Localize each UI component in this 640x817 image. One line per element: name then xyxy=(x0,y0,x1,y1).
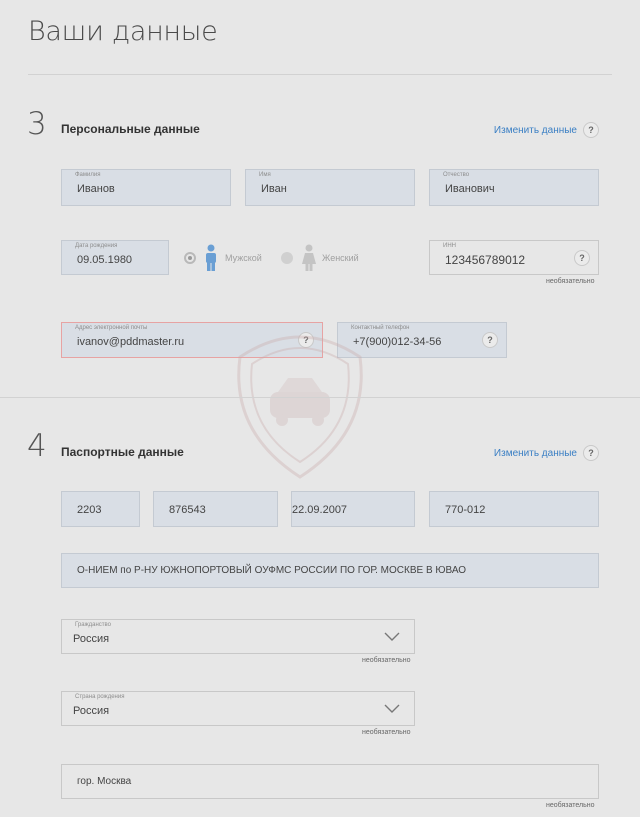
surname-field[interactable] xyxy=(61,169,231,206)
field-value: 876543 xyxy=(169,504,206,516)
name-field[interactable] xyxy=(245,169,415,206)
inn-field[interactable] xyxy=(429,240,599,275)
section-title: Паспортные данные xyxy=(61,445,184,459)
field-label: Имя xyxy=(259,172,271,178)
field-label: Дата рождения xyxy=(75,243,118,249)
male-person-icon xyxy=(203,244,219,272)
female-person-icon xyxy=(300,244,318,272)
passport-issue-date-field[interactable] xyxy=(291,491,415,527)
section-title: Персональные данные xyxy=(61,122,200,136)
field-value: Иван xyxy=(261,183,287,195)
field-value: Иванов xyxy=(77,183,115,195)
gender-female-radio[interactable] xyxy=(281,252,293,264)
patronymic-field[interactable] xyxy=(429,169,599,206)
field-value: 22.09.2007 xyxy=(292,504,348,516)
birth-place-field[interactable] xyxy=(61,764,599,799)
field-label: Страна рождения xyxy=(75,694,125,700)
field-value: Россия xyxy=(73,705,110,717)
help-icon[interactable]: ? xyxy=(482,332,498,348)
passport-series-field[interactable] xyxy=(61,491,140,527)
field-value: 09.05.1980 xyxy=(77,254,133,266)
division-code-field[interactable] xyxy=(429,491,599,527)
chevron-down-icon[interactable] xyxy=(384,704,400,714)
help-icon[interactable]: ? xyxy=(583,445,599,461)
optional-hint: необязательно xyxy=(546,802,595,809)
step-number: 4 xyxy=(27,428,47,464)
field-value: гор. Москва xyxy=(77,776,132,787)
birthdate-field[interactable] xyxy=(61,240,169,275)
field-label: Фамилия xyxy=(75,172,101,178)
field-value: О-НИЕМ по Р-НУ ЮЖНОПОРТОВЫЙ ОУФМС РОССИИ ПО ГОР. МОСКВЕ В ЮВАО xyxy=(77,565,467,576)
issued-by-field[interactable] xyxy=(61,553,599,588)
citizenship-select[interactable] xyxy=(61,619,415,654)
gender-female-label[interactable]: Женский xyxy=(322,253,359,263)
field-value: 770-012 xyxy=(445,504,486,516)
field-value: 2203 xyxy=(77,504,102,516)
field-value: +7(900)012-34-56 xyxy=(353,336,442,348)
birth-country-select[interactable] xyxy=(61,691,415,726)
passport-number-field[interactable] xyxy=(153,491,278,527)
field-label: Контактный телефон xyxy=(351,325,410,331)
gender-male-radio[interactable] xyxy=(184,252,196,264)
field-label: Адрес электронной почты xyxy=(75,325,148,331)
field-value: Россия xyxy=(73,633,110,645)
gender-male-label[interactable]: Мужской xyxy=(225,253,262,263)
field-value: ivanov@pddmaster.ru xyxy=(77,336,185,348)
field-label: Отчество xyxy=(443,172,470,178)
help-icon[interactable]: ? xyxy=(583,122,599,138)
divider xyxy=(28,74,612,75)
step-number: 3 xyxy=(27,106,47,142)
field-label: ИНН xyxy=(443,243,456,249)
optional-hint: необязательно xyxy=(546,278,595,285)
help-icon[interactable]: ? xyxy=(574,250,590,266)
field-value: Иванович xyxy=(445,183,495,195)
edit-personal-link[interactable]: Изменить данные xyxy=(493,125,577,136)
help-icon[interactable]: ? xyxy=(298,332,314,348)
optional-hint: необязательно xyxy=(362,657,411,664)
divider xyxy=(0,397,640,398)
chevron-down-icon[interactable] xyxy=(384,632,400,642)
field-value: 123456789012 xyxy=(445,253,526,267)
page-title: Ваши данные xyxy=(28,16,218,47)
watermark-shield-icon xyxy=(220,322,380,482)
field-label: Гражданство xyxy=(75,622,111,628)
optional-hint: необязательно xyxy=(362,729,411,736)
edit-passport-link[interactable]: Изменить данные xyxy=(493,448,577,459)
